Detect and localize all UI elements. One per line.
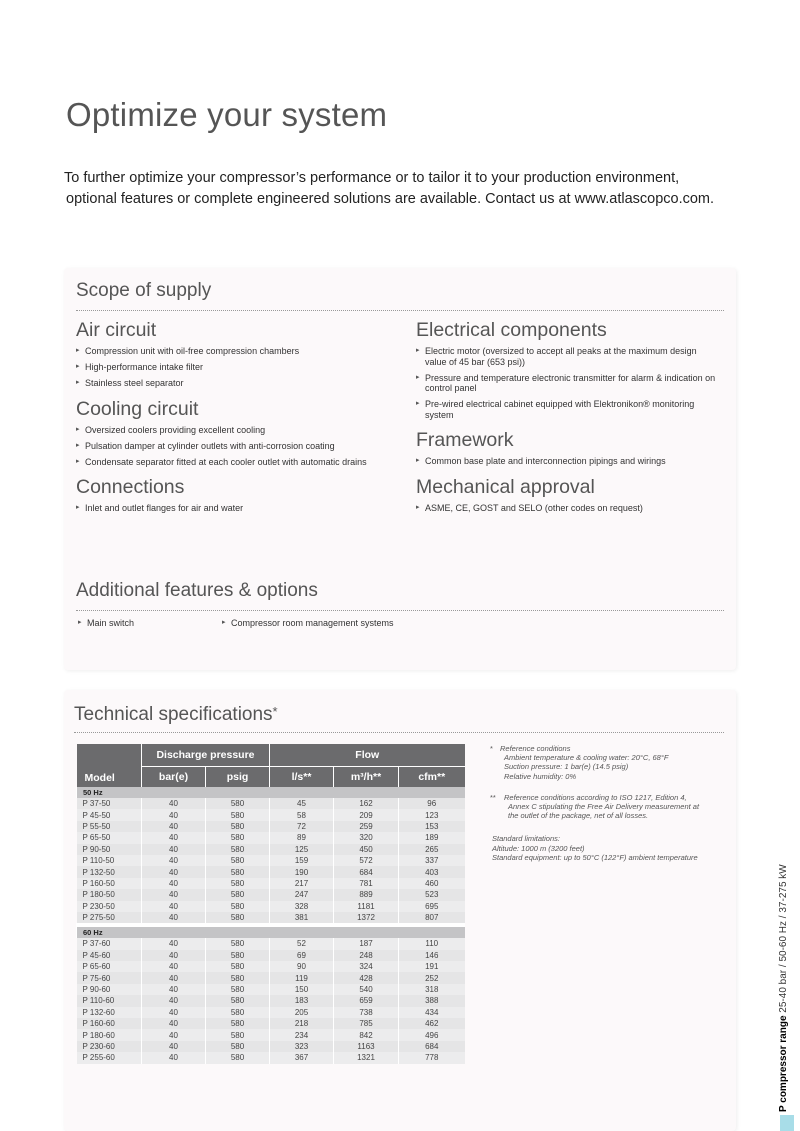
value-cell: 40 xyxy=(142,938,206,949)
intro-line-2: optional features or complete engineered solutions are available. Contact us at www.atlascopco.com. xyxy=(66,191,715,207)
bullet-item: ▸ Common base plate and interconnection pipings and wirings xyxy=(416,456,716,467)
option-room-management: ▸ Compressor room management systems xyxy=(222,618,394,628)
footnote-2-mark: ** xyxy=(490,792,496,802)
value-cell: 428 xyxy=(334,972,399,983)
value-cell: 1163 xyxy=(334,1041,399,1052)
side-range-label xyxy=(778,864,789,1112)
bullet-item: ▸ Pulsation damper at cylinder outlets with anti-corrosion coating xyxy=(76,441,386,452)
value-cell: 434 xyxy=(399,1007,465,1018)
table-row xyxy=(77,901,465,912)
bullet-item: ▸ Pre-wired electrical cabinet equipped with Elektronikon® monitoring system xyxy=(416,399,716,420)
model-cell: P 132-50 xyxy=(77,866,142,877)
bullet-item: ▸ Oversized coolers providing excellent cooling xyxy=(76,425,386,436)
model-cell: P 110-60 xyxy=(77,995,142,1006)
value-cell: 580 xyxy=(206,878,270,889)
col-header-cfm: cfm** xyxy=(399,767,465,788)
value-cell: 58 xyxy=(270,809,334,820)
value-cell: 580 xyxy=(206,912,270,923)
model-cell: P 230-60 xyxy=(77,1041,142,1052)
model-cell: P 65-60 xyxy=(77,961,142,972)
table-row xyxy=(77,950,465,961)
value-cell: 337 xyxy=(399,855,465,866)
specs-heading-text: Technical specifications xyxy=(74,704,273,725)
footnote-reference-conditions xyxy=(490,744,730,781)
value-cell: 189 xyxy=(399,832,465,843)
value-cell: 52 xyxy=(270,938,334,949)
value-cell: 462 xyxy=(399,1018,465,1029)
table-row xyxy=(77,961,465,972)
value-cell: 40 xyxy=(142,912,206,923)
value-cell: 580 xyxy=(206,950,270,961)
technical-specifications-panel xyxy=(64,690,736,1131)
value-cell: 580 xyxy=(206,889,270,900)
value-cell: 738 xyxy=(334,1007,399,1018)
value-cell: 69 xyxy=(270,950,334,961)
bullet-item: ▸ Stainless steel separator xyxy=(76,378,386,389)
table-row xyxy=(77,798,465,809)
value-cell: 323 xyxy=(270,1041,334,1052)
col-header-m3h: m³/h** xyxy=(334,767,399,788)
table-row xyxy=(77,984,465,995)
table-row xyxy=(77,809,465,820)
table-row xyxy=(77,844,465,855)
scope-divider xyxy=(76,310,724,311)
value-cell: 40 xyxy=(142,1052,206,1063)
value-cell: 889 xyxy=(334,889,399,900)
frequency-label: 60 Hz xyxy=(77,927,465,938)
value-cell: 40 xyxy=(142,950,206,961)
scope-left-column xyxy=(76,318,386,522)
value-cell: 695 xyxy=(399,901,465,912)
value-cell: 72 xyxy=(270,821,334,832)
value-cell: 40 xyxy=(142,844,206,855)
table-row xyxy=(77,1018,465,1029)
value-cell: 259 xyxy=(334,821,399,832)
col-header-psig: psig xyxy=(206,767,270,788)
table-row xyxy=(77,878,465,889)
footnote-3-line: Standard equipment: up to 50°C (122°F) ambient temperature xyxy=(492,852,698,862)
model-cell: P 160-50 xyxy=(77,878,142,889)
value-cell: 320 xyxy=(334,832,399,843)
section-heading: Cooling circuit xyxy=(76,397,199,420)
section-heading: Air circuit xyxy=(76,319,157,341)
value-cell: 40 xyxy=(142,832,206,843)
value-cell: 580 xyxy=(206,855,270,866)
value-cell: 785 xyxy=(334,1018,399,1029)
value-cell: 40 xyxy=(142,995,206,1006)
value-cell: 40 xyxy=(142,901,206,912)
bullet-list xyxy=(416,346,716,420)
bullet-item: ▸ Electric motor (oversized to accept all peaks at the maximum design value of 45 bar (653 psi)) xyxy=(416,346,716,367)
value-cell: 159 xyxy=(270,855,334,866)
value-cell: 778 xyxy=(399,1052,465,1063)
value-cell: 190 xyxy=(270,866,334,877)
model-cell: P 160-60 xyxy=(77,1018,142,1029)
value-cell: 40 xyxy=(142,961,206,972)
value-cell: 191 xyxy=(399,961,465,972)
value-cell: 781 xyxy=(334,878,399,889)
value-cell: 234 xyxy=(270,1029,334,1040)
model-cell: P 45-60 xyxy=(77,950,142,961)
value-cell: 110 xyxy=(399,938,465,949)
table-row xyxy=(77,1029,465,1040)
section-heading: Framework xyxy=(416,429,514,451)
value-cell: 540 xyxy=(334,984,399,995)
model-cell: P 132-60 xyxy=(77,1007,142,1018)
value-cell: 90 xyxy=(270,961,334,972)
value-cell: 580 xyxy=(206,832,270,843)
value-cell: 40 xyxy=(142,878,206,889)
value-cell: 496 xyxy=(399,1029,465,1040)
footnote-1-line: Relative humidity: 0% xyxy=(504,771,577,781)
scope-of-supply-panel xyxy=(64,268,736,670)
bullet-item: ▸ Compression unit with oil-free compression chambers xyxy=(76,346,386,357)
value-cell: 162 xyxy=(334,798,399,809)
value-cell: 40 xyxy=(142,855,206,866)
value-cell: 96 xyxy=(399,798,465,809)
specs-divider xyxy=(74,732,724,733)
bullet-item: ▸ Pressure and temperature electronic transmitter for alarm & indication on control panel xyxy=(416,373,716,394)
value-cell: 580 xyxy=(206,972,270,983)
model-cell: P 255-60 xyxy=(77,1052,142,1063)
value-cell: 40 xyxy=(142,1029,206,1040)
value-cell: 40 xyxy=(142,821,206,832)
col-header-flow: Flow xyxy=(270,744,465,767)
table-row xyxy=(77,1041,465,1052)
value-cell: 523 xyxy=(399,889,465,900)
footnote-2-line: Reference conditions according to ISO 1217, Edition 4, xyxy=(504,792,687,802)
model-cell: P 37-60 xyxy=(77,938,142,949)
value-cell: 248 xyxy=(334,950,399,961)
bullet-list xyxy=(76,346,386,389)
footnote-2-line: Annex C stipulating the Free Air Delivery measurement at xyxy=(508,802,700,812)
frequency-section-row xyxy=(77,927,465,938)
specs-footnotes xyxy=(490,744,730,874)
value-cell: 40 xyxy=(142,972,206,983)
value-cell: 580 xyxy=(206,844,270,855)
table-row xyxy=(77,972,465,983)
model-cell: P 45-50 xyxy=(77,809,142,820)
value-cell: 580 xyxy=(206,798,270,809)
value-cell: 842 xyxy=(334,1029,399,1040)
value-cell: 40 xyxy=(142,889,206,900)
value-cell: 580 xyxy=(206,1029,270,1040)
model-cell: P 90-60 xyxy=(77,984,142,995)
value-cell: 1181 xyxy=(334,901,399,912)
value-cell: 684 xyxy=(334,866,399,877)
value-cell: 367 xyxy=(270,1052,334,1063)
value-cell: 40 xyxy=(142,1041,206,1052)
value-cell: 1372 xyxy=(334,912,399,923)
value-cell: 265 xyxy=(399,844,465,855)
value-cell: 381 xyxy=(270,912,334,923)
value-cell: 125 xyxy=(270,844,334,855)
model-cell: P 275-50 xyxy=(77,912,142,923)
specs-heading xyxy=(74,704,278,726)
value-cell: 450 xyxy=(334,844,399,855)
value-cell: 1321 xyxy=(334,1052,399,1063)
option-main-switch: ▸ Main switch xyxy=(78,618,134,628)
footnote-iso-1217 xyxy=(490,793,730,821)
value-cell: 217 xyxy=(270,878,334,889)
frequency-label: 50 Hz xyxy=(77,787,465,798)
options-divider xyxy=(76,610,724,611)
value-cell: 218 xyxy=(270,1018,334,1029)
value-cell: 40 xyxy=(142,984,206,995)
value-cell: 146 xyxy=(399,950,465,961)
model-cell: P 110-50 xyxy=(77,855,142,866)
model-cell: P 90-50 xyxy=(77,844,142,855)
value-cell: 388 xyxy=(399,995,465,1006)
section-heading: Connections xyxy=(76,476,185,498)
value-cell: 684 xyxy=(399,1041,465,1052)
value-cell: 403 xyxy=(399,866,465,877)
table-row xyxy=(77,1007,465,1018)
value-cell: 580 xyxy=(206,961,270,972)
value-cell: 580 xyxy=(206,866,270,877)
value-cell: 119 xyxy=(270,972,334,983)
table-row xyxy=(77,995,465,1006)
value-cell: 150 xyxy=(270,984,334,995)
value-cell: 580 xyxy=(206,901,270,912)
bullet-list xyxy=(416,456,716,467)
value-cell: 580 xyxy=(206,1018,270,1029)
footnote-2-line: the outlet of the package, net of all losses. xyxy=(508,811,649,821)
model-cell: P 37-50 xyxy=(77,798,142,809)
table-row xyxy=(77,821,465,832)
scope-heading: Scope of supply xyxy=(76,280,212,301)
model-cell: P 180-50 xyxy=(77,889,142,900)
value-cell: 247 xyxy=(270,889,334,900)
model-cell: P 65-50 xyxy=(77,832,142,843)
value-cell: 40 xyxy=(142,809,206,820)
side-label-rest: 25-40 bar / 50-60 Hz / 37-275 kW xyxy=(778,864,789,1016)
value-cell: 183 xyxy=(270,995,334,1006)
value-cell: 580 xyxy=(206,821,270,832)
scope-right-column xyxy=(416,318,716,521)
bullet-item: ▸ Condensate separator fitted at each cooler outlet with automatic drains xyxy=(76,457,386,468)
value-cell: 580 xyxy=(206,984,270,995)
model-cell: P 230-50 xyxy=(77,901,142,912)
footnote-1-line: Reference conditions xyxy=(500,744,571,753)
model-cell: P 75-60 xyxy=(77,972,142,983)
value-cell: 328 xyxy=(270,901,334,912)
footnote-1-line: Ambient temperature & cooling water: 20°C, 68°F xyxy=(504,753,669,763)
value-cell: 123 xyxy=(399,809,465,820)
value-cell: 40 xyxy=(142,1007,206,1018)
value-cell: 89 xyxy=(270,832,334,843)
table-row xyxy=(77,832,465,843)
value-cell: 40 xyxy=(142,1018,206,1029)
footnote-1-line: Suction pressure: 1 bar(e) (14.5 psig) xyxy=(504,762,629,772)
value-cell: 580 xyxy=(206,995,270,1006)
value-cell: 580 xyxy=(206,1007,270,1018)
col-header-bar: bar(e) xyxy=(142,767,206,788)
value-cell: 572 xyxy=(334,855,399,866)
specs-table xyxy=(76,744,465,1064)
col-header-model: Model xyxy=(77,744,142,787)
footnote-standard-limitations xyxy=(490,834,730,862)
model-cell: P 180-60 xyxy=(77,1029,142,1040)
bullet-item: ▸ ASME, CE, GOST and SELO (other codes on request) xyxy=(416,503,716,514)
value-cell: 209 xyxy=(334,809,399,820)
bullet-list xyxy=(76,425,386,468)
specs-table-body xyxy=(77,787,465,1064)
value-cell: 40 xyxy=(142,798,206,809)
value-cell: 40 xyxy=(142,866,206,877)
footnote-3-line: Standard limitations: xyxy=(492,834,560,844)
side-accent-bar xyxy=(780,1115,794,1131)
table-row xyxy=(77,855,465,866)
col-header-discharge-pressure: Discharge pressure xyxy=(142,744,270,767)
bullet-list xyxy=(76,503,386,514)
bullet-list xyxy=(416,503,716,514)
footnote-3-line: Altitude: 1000 m (3200 feet) xyxy=(492,843,585,853)
table-row xyxy=(77,912,465,923)
side-label-bold: P compressor range xyxy=(778,1015,789,1112)
table-row xyxy=(77,866,465,877)
value-cell: 580 xyxy=(206,809,270,820)
value-cell: 324 xyxy=(334,961,399,972)
value-cell: 205 xyxy=(270,1007,334,1018)
model-cell: P 55-50 xyxy=(77,821,142,832)
value-cell: 153 xyxy=(399,821,465,832)
section-heading: Mechanical approval xyxy=(416,475,595,498)
intro-line-1: To further optimize your compressor’s performance or to tailor it to your production environment, xyxy=(64,170,680,186)
specs-heading-asterisk: * xyxy=(272,704,278,719)
value-cell: 187 xyxy=(334,938,399,949)
value-cell: 318 xyxy=(399,984,465,995)
value-cell: 580 xyxy=(206,938,270,949)
frequency-section-row xyxy=(77,787,465,798)
bullet-item: ▸ Inlet and outlet flanges for air and water xyxy=(76,503,386,514)
page-title: Optimize your system xyxy=(66,96,388,133)
section-heading: Electrical components xyxy=(416,319,607,341)
intro-paragraph xyxy=(64,168,754,210)
value-cell: 45 xyxy=(270,798,334,809)
value-cell: 252 xyxy=(399,972,465,983)
value-cell: 580 xyxy=(206,1052,270,1063)
table-row xyxy=(77,889,465,900)
value-cell: 659 xyxy=(334,995,399,1006)
options-heading: Additional features & options xyxy=(76,580,318,601)
value-cell: 580 xyxy=(206,1041,270,1052)
footnote-1-mark: * xyxy=(490,744,493,753)
value-cell: 460 xyxy=(399,878,465,889)
table-row xyxy=(77,938,465,949)
bullet-item: ▸ High-performance intake filter xyxy=(76,362,386,373)
table-row xyxy=(77,1052,465,1063)
col-header-ls: l/s** xyxy=(270,767,334,788)
value-cell: 807 xyxy=(399,912,465,923)
